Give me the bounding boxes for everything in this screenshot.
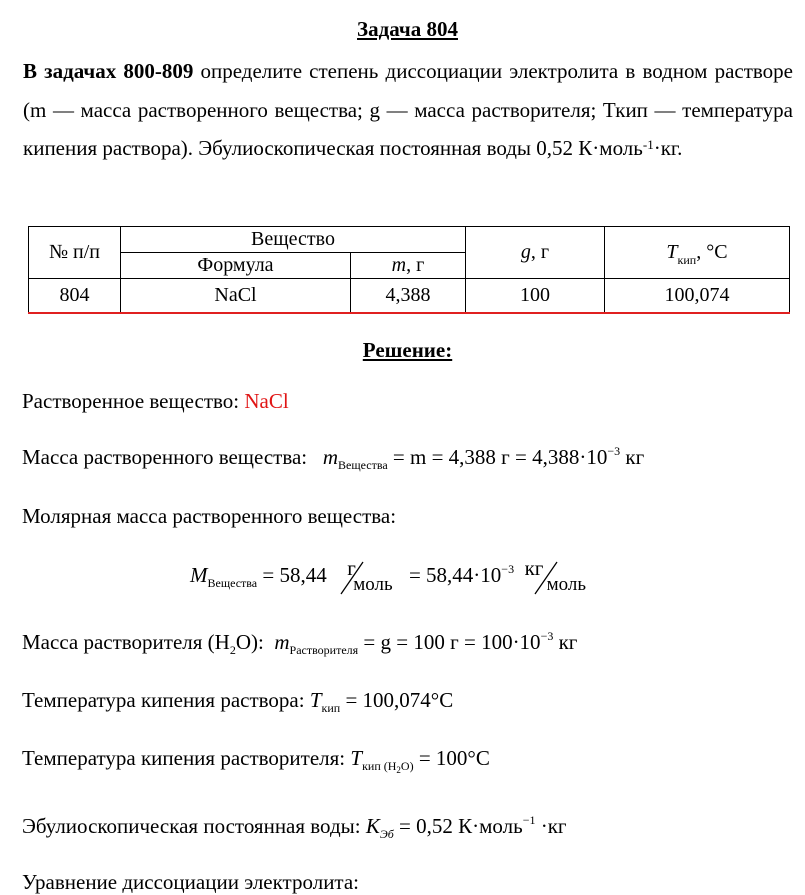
- header-g: g, г: [466, 227, 605, 279]
- cell-g: 100: [466, 279, 605, 313]
- page-title: Задача 804: [357, 17, 458, 41]
- problem-text: определите степень диссоциации электролита в водном растворе (m — масса растворенного вещества; g — масса растворителя; Ткип — температура кипения раствора). Эбулиоскопическая постоянная воды 0,52 К·моль: [23, 59, 793, 160]
- solution-heading: Решение:: [362, 338, 453, 362]
- solute-line: Растворенное вещество: NaCl: [22, 389, 289, 413]
- header-m: m, г: [351, 253, 466, 279]
- solvent-line: Масса растворителя $(H_2O)$: $m_{Растворителя} = g = 100$ $г = 100\cdot 10^{-3}$ кг: [22, 629, 578, 657]
- problem-range: В задачах 800-809: [23, 59, 194, 83]
- solution-temp-line: Температура кипения раствора: $T_{кип} = 100,074^\circ C$: [22, 688, 454, 715]
- cell-m: 4,388: [351, 279, 466, 313]
- header-t: $T_{кип}$, °C: [605, 227, 790, 279]
- molar-label: Молярная масса растворенного вещества:: [22, 504, 397, 528]
- mass-line: Масса растворенного вещества: $m_{Вещества} = m = 4,388$ $г = 4,388\cdot 10^{-3}$ кг: [22, 444, 645, 472]
- header-no: № п/п: [29, 227, 121, 279]
- unit-fraction-kg-mol: кг моль: [524, 556, 586, 595]
- solvent-temp-line: Температура кипения растворителя: $T_{кип (H2O)} = 100^\circ C$: [22, 746, 490, 775]
- cell-formula: NaCl: [121, 279, 351, 313]
- problem-statement: [23, 52, 793, 168]
- cell-no: 804: [29, 279, 121, 313]
- problem-exponent: -1: [642, 137, 654, 152]
- solute-value: NaCl: [244, 389, 289, 413]
- header-formula: Формула: [121, 253, 351, 279]
- dissociation-label: Уравнение диссоциации электролита:: [22, 870, 360, 894]
- ebullioscopic-line: Эбулиоскопическая постоянная воды: $K_{Эб} = 0,52$ К·моль$^{-1}$ ·кг: [22, 813, 567, 841]
- molar-formula: $M_{Вещества} = 58,44$ г моль = $58,44\cdot 10^{-3}$ кг моль: [190, 556, 586, 595]
- cell-t: 100,074: [605, 279, 790, 313]
- data-table: [28, 226, 790, 314]
- header-substance: Вещество: [121, 227, 466, 253]
- unit-fraction-g-mol: г моль: [337, 560, 393, 596]
- problem-tail: ·кг.: [653, 136, 683, 160]
